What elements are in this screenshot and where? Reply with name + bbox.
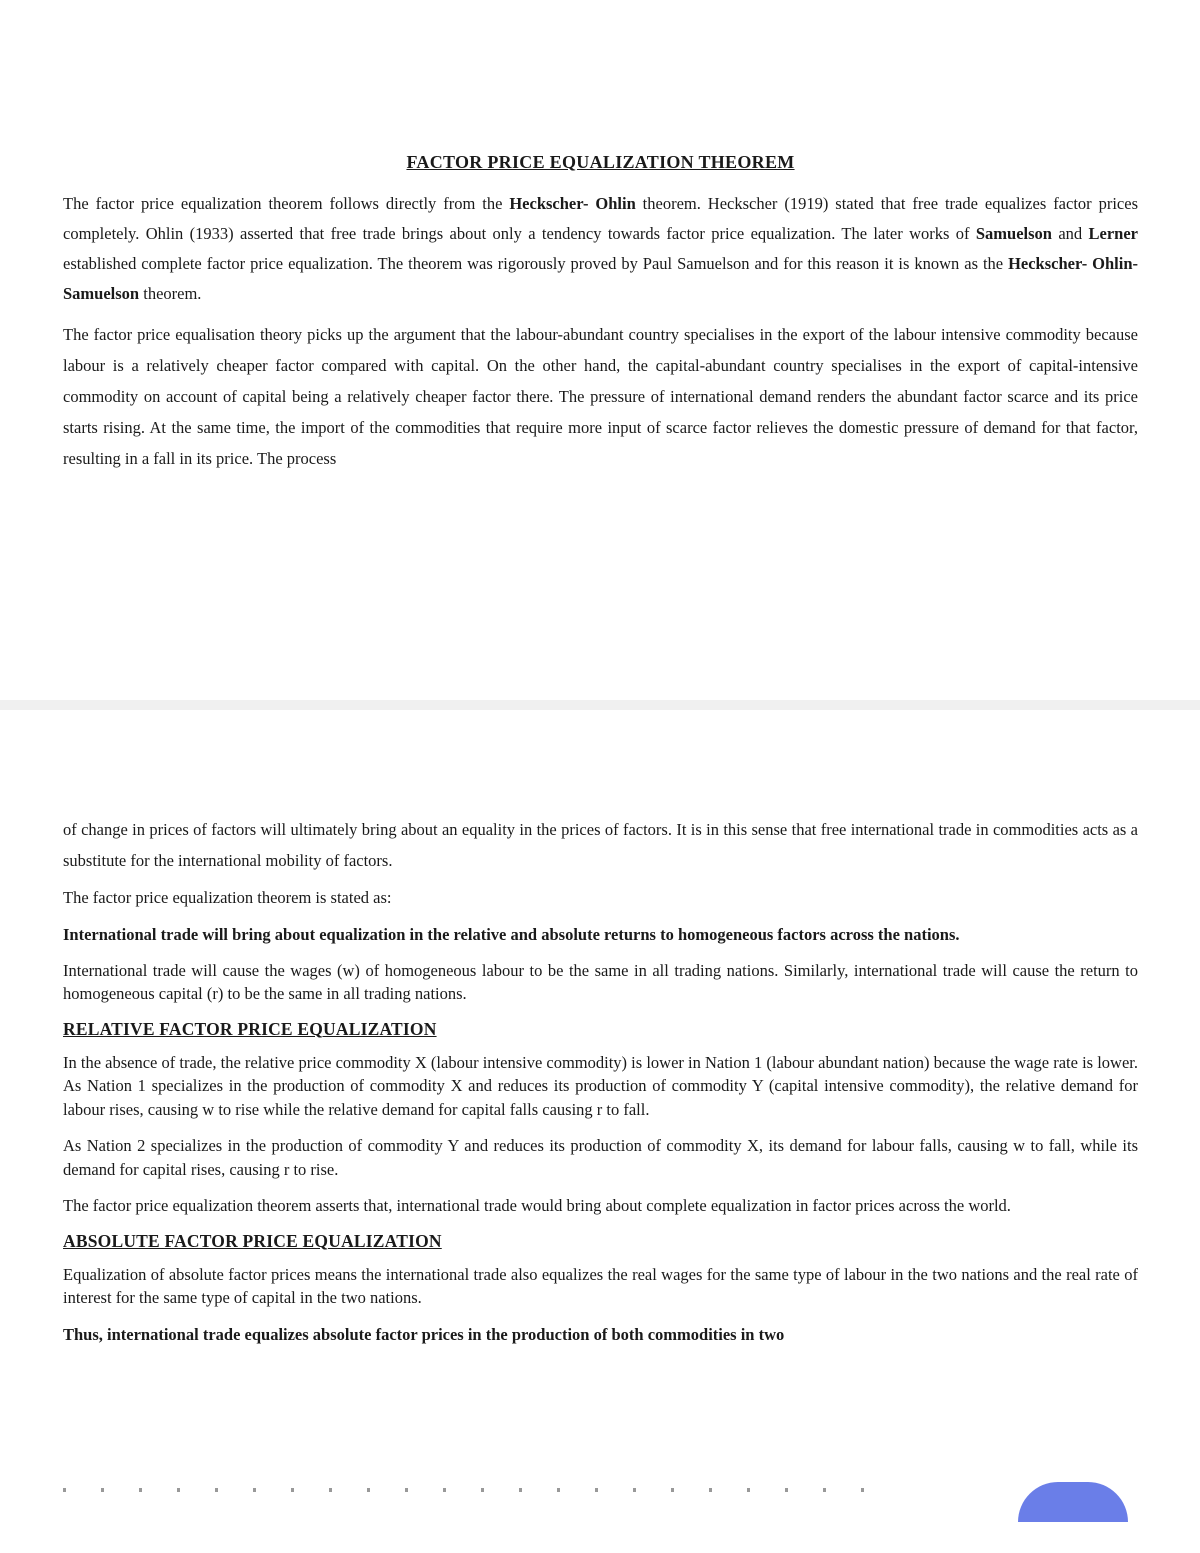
absolute-section-heading: ABSOLUTE FACTOR PRICE EQUALIZATION bbox=[63, 1230, 442, 1251]
page-1-content bbox=[63, 152, 1138, 486]
floating-action-blob[interactable] bbox=[1018, 1482, 1128, 1522]
absolute-paragraph-1: Equalization of absolute factor prices means the international trade also equalizes the real wages for the same type of labour in the two nations and the real rate of interest for the same type of capital in the two nations. bbox=[63, 1264, 1138, 1307]
document-page-1 bbox=[0, 0, 1200, 700]
document-title: FACTOR PRICE EQUALIZATION THEOREM bbox=[406, 152, 795, 172]
page-separator bbox=[0, 700, 1200, 710]
cut-off-text-line bbox=[63, 1488, 883, 1492]
relative-paragraph-1: In the absence of trade, the relative price commodity X (labour intensive commodity) is lower in Nation 1 (labour abundant nation) because the wage rate is lower. As Nation 1 specializes in the production of commodity X and reduces its production of commodity Y (capital intensive commodity), the relative demand for labour rises, causing w to rise while the relative demand for capital falls causing r to fall. bbox=[63, 1052, 1138, 1119]
absolute-paragraph-2: Thus, international trade equalizes absolute factor prices in the production of both commodities in two bbox=[63, 1324, 785, 1344]
continued-paragraph: of change in prices of factors will ultimately bring about an equality in the prices of factors. It is in this sense that free international trade in commodities acts as a substitute for the international mobility of factors. bbox=[63, 820, 1138, 870]
theory-paragraph: The factor price equalisation theory picks up the argument that the labour-abundant country specialises in the export of the labour intensive commodity because labour is a relatively cheaper factor compared with capital. On the other hand, the capital-abundant country specialises in the export of capital-intensive commodity on account of capital being a relatively cheaper factor there. The pressure of international demand renders the abundant factor scarce and its price starts rising. At the same time, the import of the commodities that require more input of scarce factor relieves the domestic pressure of demand for that factor, resulting in a fall in its price. The process bbox=[63, 325, 1138, 468]
relative-paragraph-2: As Nation 2 specializes in the production of commodity Y and reduces its production of commodity X, its demand for labour falls, causing w to fall, while its demand for capital rises, causing r to rise. bbox=[63, 1136, 1138, 1179]
document-page-2 bbox=[0, 710, 1200, 1553]
relative-section-heading: RELATIVE FACTOR PRICE EQUALIZATION bbox=[63, 1018, 437, 1039]
page-2-content bbox=[63, 814, 1138, 1359]
theorem-explanation: International trade will cause the wages (w) of homogeneous labour to be the same in all trading nations. Similarly, international trade will cause the return to homogeneous capital (r) to be the same in all trading nations. bbox=[63, 960, 1138, 1003]
theorem-statement: International trade will bring about equalization in the relative and absolute returns to homogeneous factors across the nations. bbox=[63, 924, 960, 944]
intro-paragraph: The factor price equalization theorem follows directly from the Heckscher- Ohlin theorem. Heckscher (1919) stated that free trade equalizes factor prices completely. Ohlin (1933) asserted that free trade brings about only a tendency towards factor price equalization. The later works of Samuelson and Lerner established complete factor price equalization. The theorem was rigorously proved by Paul Samuelson and for this reason it is known as the Heckscher- Ohlin- Samuelson theorem. bbox=[63, 194, 1139, 303]
relative-paragraph-3: The factor price equalization theorem asserts that, international trade would bring about complete equalization in factor prices across the world. bbox=[63, 1196, 1011, 1215]
stated-as-line: The factor price equalization theorem is stated as: bbox=[63, 888, 392, 907]
